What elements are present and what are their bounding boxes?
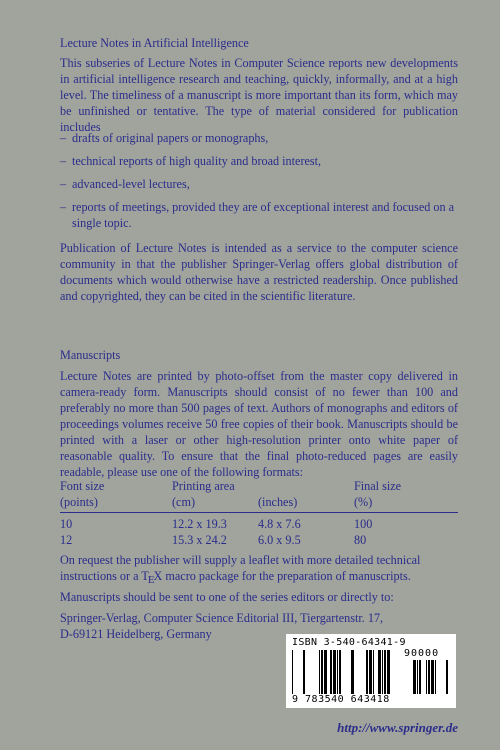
barcode-bar: [413, 660, 416, 694]
barcode-bar: [382, 650, 383, 694]
barcode-bar: [366, 650, 368, 694]
row1-font: 10: [60, 517, 73, 531]
barcode-bar: [333, 650, 336, 694]
row1-cm: 12.2 x 19.3: [172, 517, 227, 531]
dash-glyph: –: [60, 177, 67, 191]
barcode-bar: [384, 650, 386, 694]
ean-digits: 9 783540 643418: [292, 694, 390, 705]
barcode-bar: [337, 650, 338, 694]
manuscripts-paragraph: Lecture Notes are printed by photo-offset from the master copy delivered in camera-ready form. Manuscripts should consist of no fewer than 100 and preferably no more than 500 pages of text. Authors of monographs and editors of proceedings volumes receive 50 free copies of their book. Manuscripts should be printed with a laser or other high-resolution printer onto white paper of reasonable quality. To ensure that the final photo-reduced pages are easily readable, please use one of the following formats:: [60, 369, 458, 479]
barcode-bar: [419, 660, 421, 694]
barcode-bar: [428, 660, 430, 694]
header-percent: (%): [354, 495, 373, 509]
dash-glyph: –: [60, 200, 67, 214]
barcode-bar: [431, 660, 434, 694]
header-final-size: Final size: [354, 479, 402, 493]
barcode-bar: [303, 650, 305, 694]
list-item: – technical reports of high quality and broad interest,: [60, 154, 322, 168]
dash-glyph: –: [60, 131, 67, 145]
barcode-bar: [321, 650, 323, 694]
barcode-bar: [435, 660, 436, 694]
list-item: – advanced-level lectures,: [60, 177, 190, 191]
dash-glyph: –: [60, 154, 67, 168]
row1-inches: 4.8 x 7.6: [258, 517, 301, 531]
barcode-bar: [351, 650, 354, 694]
publication-paragraph: Publication of Lecture Notes is intended as a service to the computer science community in that the publisher Springer-Verlag offers global distribution of documents which would otherwise have a restricted readership. Once published and copyrighted, they can be cited in the scientific literature.: [60, 241, 458, 303]
send-to-line: Manuscripts should be sent to one of the series editors or directly to:: [60, 590, 394, 604]
row2-font: 12: [60, 533, 73, 547]
header-font-size: Font size: [60, 479, 105, 493]
barcode-bar: [417, 660, 418, 694]
series-title: Lecture Notes in Artificial Intelligence: [60, 36, 249, 50]
row2-inches: 6.0 x 9.5: [258, 533, 301, 547]
row2-final: 80: [354, 533, 367, 547]
barcode-bar: [373, 650, 374, 694]
barcode-bar: [324, 650, 327, 694]
series-description: This subseries of Lecture Notes in Computer Science reports new developments in artificial intelligence research and teaching, quickly, informally, and at a high level. The timeliness of a manuscript is more important than its form, which may be unfinished or tentative. The type of material considered for publication includes: [60, 56, 458, 134]
header-inches: (inches): [258, 495, 298, 509]
isbn-barcode: [286, 634, 456, 708]
row1-final: 100: [354, 517, 373, 531]
manuscripts-title: Manuscripts: [60, 348, 121, 362]
list-item: – reports of meetings, provided they are of exceptional interest and focused on a single topic.: [60, 200, 455, 230]
barcode-bar: [387, 650, 390, 694]
list-item: – drafts of original papers or monographs,: [60, 131, 269, 145]
row2-cm: 15.3 x 24.2: [172, 533, 227, 547]
barcode-bar: [446, 660, 448, 694]
ean-barcode-bars: [292, 650, 396, 694]
address-line-1: Springer-Verlag, Computer Science Editorial III, Tiergartenstr. 17,: [60, 611, 384, 625]
address-line-2: D-69121 Heidelberg, Germany: [60, 627, 212, 641]
header-font-unit: (points): [60, 495, 98, 509]
leaflet-paragraph: On request the publisher will supply a leaflet with more detailed technical instructions or a TEX macro package for the preparation of manuscripts.: [60, 553, 421, 586]
table-rule: [60, 512, 458, 513]
barcode-bar: [426, 660, 427, 694]
header-cm: (cm): [172, 495, 196, 509]
format-table: [60, 478, 460, 550]
barcode-bar: [330, 650, 332, 694]
isbn-label: ISBN 3-540-64341-9: [292, 637, 406, 648]
barcode-bar: [292, 650, 293, 694]
publisher-url[interactable]: http://www.springer.de: [337, 720, 458, 735]
addon-barcode-bars: [404, 660, 450, 694]
barcode-bar: [339, 650, 341, 694]
header-printing-area: Printing area: [172, 479, 235, 493]
barcode-bar: [319, 650, 320, 694]
tex-e: E: [147, 574, 155, 586]
barcode-bar: [378, 650, 381, 694]
barcode-bar: [369, 650, 372, 694]
addon-digits: 90000: [404, 648, 440, 659]
